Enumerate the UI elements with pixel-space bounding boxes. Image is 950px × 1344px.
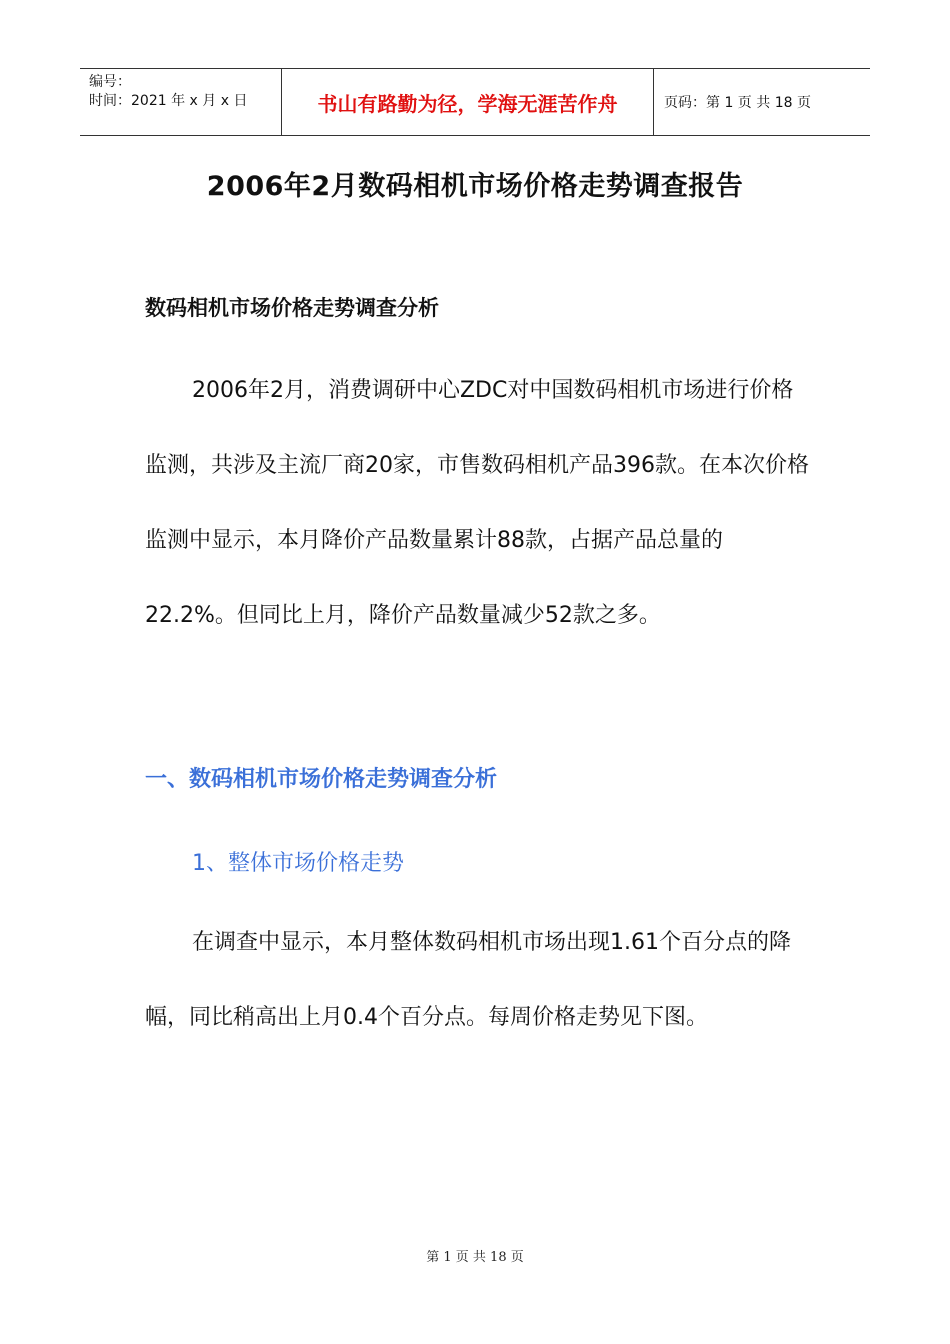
document-time-label: 时间：2021 年 x 月 x 日 [89,93,248,109]
document-title: 2006年2月数码相机市场价格走势调查报告 [206,171,744,202]
paragraph-trend: 在调查中显示，本月整体数码相机市场出现1.61个百分点的降幅，同比稍高出上月0.4个百分点。每周价格走势见下图。 [145,930,791,1030]
document-number-label: 编号： [89,74,131,90]
paragraph-intro: 2006年2月，消费调研中心ZDC对中国数码相机市场进行价格监测，共涉及主流厂商20家，市售数码相机产品396款。在本次价格监测中显示，本月降价产品数量累计88款，占据产品总量的22.2%。但同比上月，降价产品数量减少52款之多。 [145,378,809,628]
page-header [80,68,870,136]
heading-analysis: 一、数码相机市场价格走势调查分析 [145,767,498,792]
header-page-info: 页码：第 1 页 共 18 页 [664,95,811,111]
header-motto: 书山有路勤为径，学海无涯苦作舟 [281,69,654,135]
header-meta [80,69,281,135]
page-footer: 第 1 页 共 18 页 [426,1250,524,1265]
subheading-overall-trend: 1、整体市场价格走势 [192,851,404,876]
section-heading: 数码相机市场价格走势调查分析 [145,296,439,320]
